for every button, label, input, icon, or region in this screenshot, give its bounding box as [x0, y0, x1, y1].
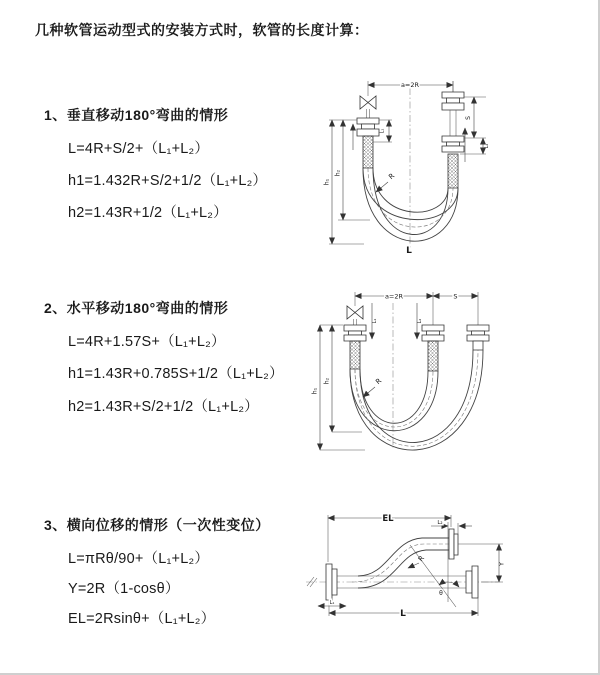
page-title: 几种软管运动型式的安装方式时，软管的长度计算： [35, 22, 369, 38]
displaced-flange [449, 529, 458, 559]
section-3-formula-L: L=πRθ/90+（L₁+L₂） [68, 551, 210, 567]
valve-icon [347, 306, 363, 325]
braided-hose-right [448, 154, 458, 188]
right-pipe-fitting [442, 81, 465, 188]
section-3-formula-Y: Y=2R（1-cosθ） [68, 581, 180, 597]
dimension-l2 [417, 303, 423, 339]
hose-curves-shifted [350, 350, 483, 450]
valve-icon [360, 96, 376, 118]
left-flange [326, 564, 337, 600]
diagram-vertical-180-bend [312, 70, 590, 262]
section-2-formula-h1: h1=1.43R+0.785S+1/2（L₁+L₂） [68, 366, 284, 382]
radius-callout [408, 554, 426, 568]
section-3-heading: 3、横向位移的情形（一次性变位） [44, 517, 270, 533]
shifted-pipe-fitting [467, 325, 489, 350]
braided-hose-left [350, 341, 360, 369]
section-1-heading: 1、垂直移动180°弯曲的情形 [44, 107, 229, 123]
dim-h1-label: h₁ [323, 178, 331, 186]
section-2-heading: 2、水平移动180°弯曲的情形 [44, 300, 229, 316]
diagram-horizontal-180-bend [310, 283, 600, 458]
length-label: L [406, 246, 412, 256]
dimension-h1 [324, 120, 365, 244]
dim-l-label: L [400, 609, 406, 619]
middle-pipe-fitting [422, 325, 444, 371]
braided-hose-middle [428, 341, 438, 371]
dim-l2-label: L₂ [484, 143, 490, 149]
dim-span-label: a=2R [384, 292, 404, 301]
angle-theta-label: θ [439, 590, 443, 597]
dim-h2-label: h₂ [334, 169, 342, 177]
section-1-formula-L: L=4R+S/2+（L₁+L₂） [68, 141, 210, 157]
dim-s-label: S [453, 292, 458, 301]
left-pipe-fitting [344, 325, 366, 369]
left-pipe-fitting [353, 118, 379, 168]
radius-callout [376, 172, 396, 192]
dim-s-label: S [465, 116, 472, 120]
radius-label: R [374, 376, 384, 387]
section-1-formula-h1: h1=1.432R+S/2+1/2（L₁+L₂） [68, 173, 268, 189]
dim-l2-label: L₂ [417, 318, 423, 324]
hose-curves [363, 168, 458, 241]
section-3-formula-EL: EL=2Rsinθ+（L₁+L₂） [68, 611, 216, 627]
dimension-s [460, 97, 490, 154]
dim-y-label: Y [497, 562, 506, 566]
dim-l2-label: L₂ [437, 520, 443, 526]
braided-hose-left [363, 136, 373, 168]
dimension-l [329, 598, 478, 619]
dim-h1-label: h₁ [311, 387, 319, 395]
dim-el-label: EL [382, 514, 394, 524]
dimension-y [458, 544, 506, 582]
dimension-l1 [372, 303, 378, 339]
section-1-formula-h2: h2=1.43R+1/2（L₁+L₂） [68, 205, 228, 221]
dim-span-label: a=2R [400, 81, 420, 89]
dim-l1-label: L₁ [372, 318, 378, 324]
dim-l1-label: L₁ [329, 600, 335, 606]
radius-label: R [387, 171, 397, 182]
radius-callout [363, 377, 383, 397]
hose-s-curve [352, 538, 458, 588]
section-2-formula-L: L=4R+1.57S+（L₁+L₂） [68, 334, 226, 350]
dim-l1-label: L₁ [379, 128, 386, 134]
dimension-l1 [318, 600, 346, 606]
dimension-span [368, 81, 453, 96]
diagram-lateral-displacement [300, 496, 600, 654]
dim-h2-label: h₂ [323, 377, 331, 385]
section-2-formula-h2: h2=1.43R+S/2+1/2（L₁+L₂） [68, 399, 259, 415]
radius-label: R [416, 554, 427, 564]
